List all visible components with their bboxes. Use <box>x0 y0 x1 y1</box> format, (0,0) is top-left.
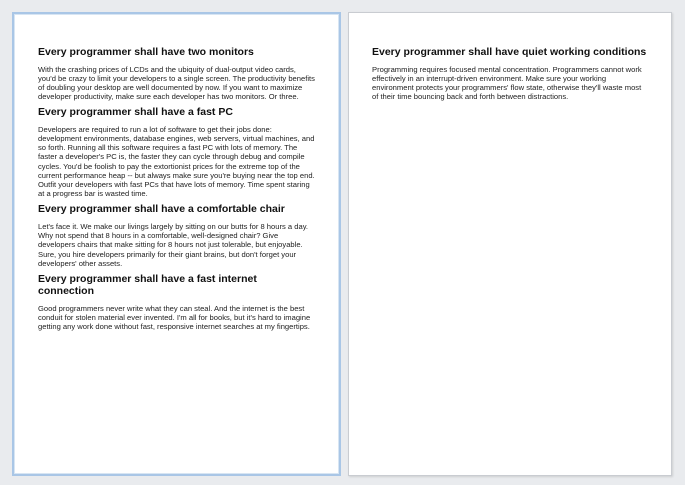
section-body: Developers are required to run a lot of software to get their jobs done: development environments, database engines, web servers, virtual machines, and so forth. Running all this software requires a fast PC with lots of memory. The faster a developer's PC is, the faster they can cycle through debug and compile cycles. You'd be foolish to pay the extortionist prices for the extreme top of the current performance heap -- but always make sure you're buying near the top end. Outfit your developers with fast PCs that have lots of memory. Time spent staring at a progress bar is wasted time. <box>38 124 315 199</box>
section-heading: Every programmer shall have two monitors <box>38 46 254 58</box>
section-fast-pc <box>38 106 315 198</box>
section-body: With the crashing prices of LCDs and the ubiquity of dual-output video cards, you'd be crazy to limit your developers to a single screen. The productivity benefits of doubling your desktop are well documented by now. If you want to maximize developer productivity, make sure each developer has two monitors. Or three. <box>38 64 315 102</box>
section-fast-internet <box>38 273 315 332</box>
section-body: Programming requires focused mental concentration. Programmers cannot work effectively in an interrupt-driven environment. Make sure your working environment protects your programmers' flow state, otherwise they'll waste most of their time bouncing back and forth between distractions. <box>372 64 642 102</box>
document-page-1[interactable] <box>12 12 341 476</box>
section-quiet-conditions <box>372 46 647 101</box>
section-heading: Every programmer shall have a fast internet connection <box>38 272 257 298</box>
section-body: Let's face it. We make our livings largely by sitting on our butts for 8 hours a day. Why not spend that 8 hours in a comfortable, well-designed chair? Give developers chairs that make sitting for 8 hours not just tolerable, but enjoyable. Sure, you hire developers primarily for their giant brains, but don't forget your developers' other assets. <box>38 221 309 268</box>
section-heading: Every programmer shall have a fast PC <box>38 106 233 119</box>
document-page-2[interactable] <box>348 12 672 476</box>
section-comfortable-chair <box>38 203 315 268</box>
section-heading: Every programmer shall have quiet working conditions <box>372 46 647 58</box>
section-heading: Every programmer shall have a comfortable chair <box>38 203 285 216</box>
section-two-monitors <box>38 46 315 101</box>
section-body: Good programmers never write what they can steal. And the internet is the best conduit for stolen material ever invented. I'm all for books, but it's hard to imagine getting any work done without fast, responsive internet searches at my fingertips. <box>38 303 311 332</box>
